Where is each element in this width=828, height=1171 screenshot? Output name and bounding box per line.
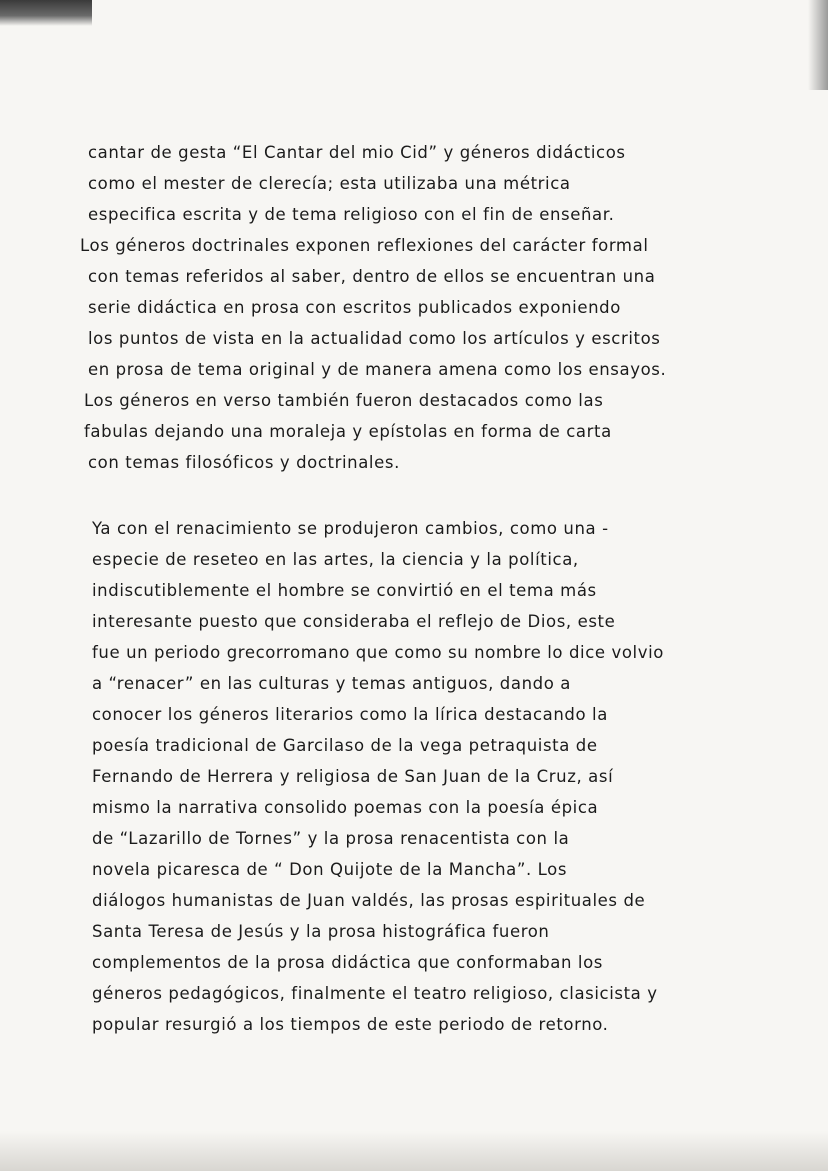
text-line: conocer los géneros literarios como la lírica destacando la — [92, 705, 608, 724]
text-line: Santa Teresa de Jesús y la prosa histográfica fueron — [92, 922, 550, 941]
text-line: fue un periodo grecorromano que como su nombre lo dice volvio — [92, 643, 664, 662]
text-line: mismo la narrativa consolido poemas con la poesía épica — [92, 798, 599, 817]
text-line: novela picaresca de “ Don Quijote de la Mancha”. Los — [92, 860, 568, 879]
text-line: géneros pedagógicos, finalmente el teatro religioso, clasicista y — [92, 984, 658, 1003]
text-line: en prosa de tema original y de manera amena como los ensayos. — [88, 360, 667, 379]
text-line: complementos de la prosa didáctica que conformaban los — [92, 953, 603, 972]
text-line: Ya con el renacimiento se produjeron cambios, como una - — [92, 519, 609, 538]
text-line: cantar de gesta “El Cantar del mio Cid” y géneros didácticos — [88, 143, 626, 162]
text-line: popular resurgió a los tiempos de este periodo de retorno. — [92, 1015, 609, 1034]
text-line: serie didáctica en prosa con escritos publicados exponiendo — [88, 298, 621, 317]
text-line: diálogos humanistas de Juan valdés, las prosas espirituales de — [92, 891, 646, 910]
text-line: de “Lazarillo de Tornes” y la prosa renacentista con la — [92, 829, 570, 848]
text-line: especifica escrita y de tema religioso con el fin de enseñar. — [88, 205, 615, 224]
text-line: como el mester de clerecía; esta utilizaba una métrica — [88, 174, 571, 193]
photo-shadow-top-right — [808, 0, 828, 90]
photo-shadow-top-left — [0, 0, 92, 26]
text-line: con temas filosóficos y doctrinales. — [88, 453, 400, 472]
text-line: Los géneros en verso también fueron destacados como las — [84, 391, 604, 410]
text-line: los puntos de vista en la actualidad como los artículos y escritos — [88, 329, 661, 348]
paragraph-2 — [80, 513, 740, 1040]
text-line: a “renacer” en las culturas y temas antiguos, dando a — [92, 674, 571, 693]
text-line: especie de reseteo en las artes, la ciencia y la política, — [92, 550, 579, 569]
text-line: fabulas dejando una moraleja y epístolas en forma de carta — [84, 422, 612, 441]
text-line: poesía tradicional de Garcilaso de la vega petraquista de — [92, 736, 598, 755]
text-line: con temas referidos al saber, dentro de ellos se encuentran una — [88, 267, 656, 286]
paragraph-1 — [80, 137, 740, 478]
text-line: indiscutiblemente el hombre se convirtió en el tema más — [92, 581, 597, 600]
text-line: interesante puesto que consideraba el reflejo de Dios, este — [92, 612, 616, 631]
text-line: Fernando de Herrera y religiosa de San Juan de la Cruz, así — [92, 767, 614, 786]
text-line: Los géneros doctrinales exponen reflexiones del carácter formal — [80, 236, 649, 255]
photo-shadow-bottom — [0, 1131, 828, 1171]
